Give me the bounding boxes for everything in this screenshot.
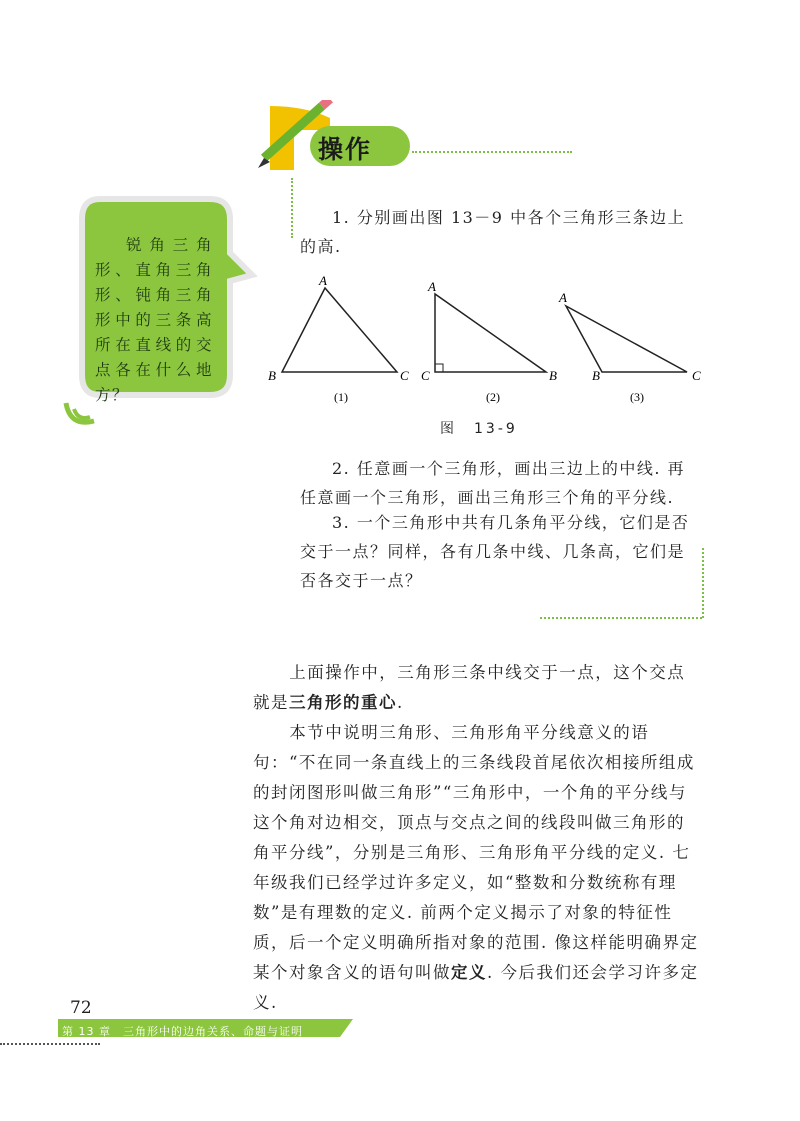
- triangle-2: [435, 294, 546, 372]
- chapter-title: 第 13 章 三角形中的边角关系、命题与证明: [62, 1025, 303, 1038]
- triangle-1-vertex-c: C: [400, 368, 409, 383]
- operation-item-1: 1. 分别画出图 13－9 中各个三角形三条边上的高.: [300, 208, 686, 256]
- definition-tail: . 今后我们还会学习许多定义.: [253, 963, 699, 1012]
- frame-bottom-line: [540, 617, 702, 619]
- definition-paragraph: [253, 718, 701, 1018]
- triangle-1-vertex-a: A: [319, 273, 327, 288]
- right-angle-mark: [435, 364, 443, 372]
- triangle-3: [566, 306, 687, 372]
- triangle-figure: [262, 270, 722, 415]
- section-title: 操作: [318, 135, 373, 164]
- centroid-paragraph: [253, 658, 701, 718]
- triangle-3-vertex-b: B: [592, 368, 600, 383]
- figure-caption: 图 13-9: [440, 421, 518, 437]
- triangle-3-vertex-c: C: [692, 368, 701, 383]
- definition-term: 定义: [451, 963, 487, 982]
- frame-left-line: [291, 178, 293, 238]
- centroid-period: .: [397, 693, 404, 712]
- triangle-3-vertex-a: A: [559, 290, 567, 305]
- triangle-2-vertex-c: C: [421, 368, 430, 383]
- triangle-2-vertex-b: B: [549, 368, 557, 383]
- footer-dotted-line: [0, 1043, 100, 1045]
- page-number: 72: [70, 998, 92, 1018]
- triangle-3-label: (3): [630, 390, 644, 404]
- triangle-2-label: (2): [486, 390, 500, 404]
- triangle-1-label: (1): [334, 390, 348, 404]
- centroid-text: 上面操作中，三角形三条中线交于一点，这个交点就是: [253, 663, 686, 712]
- operation-item-3: 3. 一个三角形中共有几条角平分线，它们是否交于一点？同样，各有几条中线、几条高，它们是否各交于一点？: [300, 513, 690, 590]
- operation-item-2: 2. 任意画一个三角形，画出三边上的中线. 再任意画一个三角形，画出三角形三个角的平分线.: [300, 459, 686, 507]
- triangle-1-vertex-b: B: [268, 368, 276, 383]
- definition-text: 本节中说明三角形、三角形角平分线意义的语句：“不在同一条直线上的三条线段首尾依次相接所组成的封闭图形叫做三角形”“三角形中，一个角的平分线与这个角对边相交，顶点与交点之间的线段叫做三角形的角平分线”，分别是三角形、三角形角平分线的定义. 七年级我们已经学过许多定义，如“整数和分数统称有理数”是有理数的定义. 前两个定义揭示了对象的特征性质，后一个定义明确所指对象的范围. 像这样能明确界定某个对象含义的语句叫做: [253, 723, 699, 982]
- triangle-1: [282, 288, 397, 372]
- frame-right-line: [702, 548, 704, 618]
- frame-top-line: [412, 151, 572, 153]
- triangle-2-vertex-a: A: [428, 279, 436, 294]
- centroid-term: 三角形的重心: [289, 693, 397, 712]
- bubble-question: 锐角三角形、直角三角形、钝角三角形中的三条高所在直线的交点各在什么地方？: [95, 236, 213, 404]
